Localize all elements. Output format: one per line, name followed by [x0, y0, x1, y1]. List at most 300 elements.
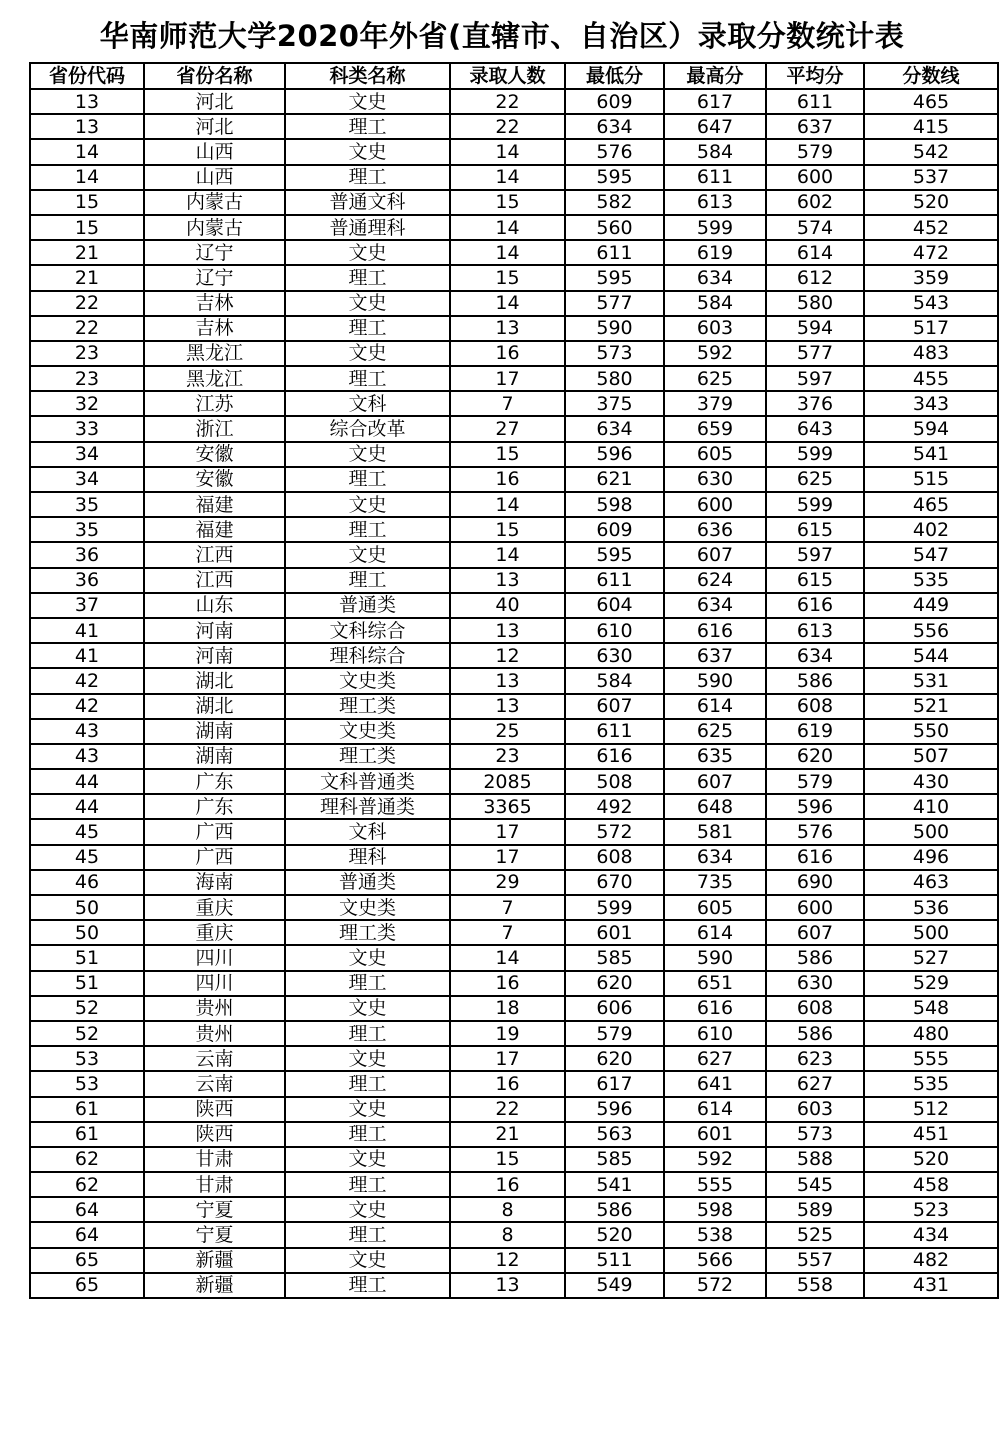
cutoff-line-cell: 547 — [864, 542, 998, 567]
cutoff-line-cell: 512 — [864, 1097, 998, 1122]
table-row — [30, 89, 998, 114]
province-name-cell: 新疆 — [144, 1273, 285, 1298]
category-name-cell: 理工 — [285, 165, 450, 190]
province-name-cell: 江苏 — [144, 391, 285, 416]
admitted-count-cell: 17 — [450, 366, 565, 391]
table-row — [30, 593, 998, 618]
province-code-cell: 46 — [30, 870, 144, 895]
min-score-cell: 595 — [565, 542, 664, 567]
min-score-cell: 608 — [565, 845, 664, 870]
avg-score-cell: 608 — [766, 694, 864, 719]
table-row — [30, 291, 998, 316]
province-name-cell: 吉林 — [144, 316, 285, 341]
province-name-cell: 福建 — [144, 492, 285, 517]
table-row — [30, 744, 998, 769]
province-code-cell: 32 — [30, 391, 144, 416]
avg-score-cell: 586 — [766, 1021, 864, 1046]
table-row — [30, 467, 998, 492]
table-header-row — [30, 63, 998, 89]
min-score-cell: 621 — [565, 467, 664, 492]
table-row — [30, 517, 998, 542]
max-score-cell: 538 — [664, 1222, 766, 1247]
min-score-cell: 670 — [565, 870, 664, 895]
cutoff-line-cell: 483 — [864, 341, 998, 366]
avg-score-cell: 614 — [766, 240, 864, 265]
category-name-cell: 普通文科 — [285, 190, 450, 215]
admitted-count-cell: 13 — [450, 316, 565, 341]
province-code-cell: 44 — [30, 794, 144, 819]
avg-score-cell: 602 — [766, 190, 864, 215]
category-name-cell: 文科 — [285, 819, 450, 844]
province-name-cell: 安徽 — [144, 442, 285, 467]
province-code-cell: 15 — [30, 215, 144, 240]
province-name-cell: 四川 — [144, 971, 285, 996]
max-score-cell: 625 — [664, 366, 766, 391]
province-code-cell: 45 — [30, 845, 144, 870]
cutoff-line-cell: 451 — [864, 1122, 998, 1147]
category-name-cell: 文史 — [285, 945, 450, 970]
province-name-cell: 四川 — [144, 945, 285, 970]
category-name-cell: 理工 — [285, 1172, 450, 1197]
max-score-cell: 599 — [664, 215, 766, 240]
avg-score-cell: 608 — [766, 996, 864, 1021]
cutoff-line-cell: 496 — [864, 845, 998, 870]
table-row — [30, 945, 998, 970]
province-name-cell: 内蒙古 — [144, 190, 285, 215]
avg-score-cell: 579 — [766, 139, 864, 164]
category-name-cell: 文史类 — [285, 895, 450, 920]
cutoff-line-cell: 548 — [864, 996, 998, 1021]
category-name-cell: 文史 — [285, 492, 450, 517]
document-title: 华南师范大学2020年外省(直辖市、自治区）录取分数统计表 — [99, 19, 905, 53]
min-score-cell: 599 — [565, 895, 664, 920]
max-score-cell: 607 — [664, 769, 766, 794]
min-score-cell: 590 — [565, 316, 664, 341]
cutoff-line-cell: 431 — [864, 1273, 998, 1298]
table-row — [30, 1046, 998, 1071]
category-name-cell: 理工 — [285, 1071, 450, 1096]
max-score-cell: 598 — [664, 1197, 766, 1222]
province-name-cell: 湖北 — [144, 694, 285, 719]
table-row — [30, 442, 998, 467]
category-name-cell: 文史 — [285, 1197, 450, 1222]
min-score-cell: 586 — [565, 1197, 664, 1222]
province-code-cell: 62 — [30, 1147, 144, 1172]
admitted-count-cell: 14 — [450, 291, 565, 316]
cutoff-line-cell: 452 — [864, 215, 998, 240]
province-code-cell: 51 — [30, 945, 144, 970]
admitted-count-cell: 16 — [450, 1172, 565, 1197]
table-row — [30, 1197, 998, 1222]
max-score-cell: 581 — [664, 819, 766, 844]
avg-score-cell: 579 — [766, 769, 864, 794]
table-row — [30, 618, 998, 643]
avg-score-cell: 612 — [766, 265, 864, 290]
category-name-cell: 理科普通类 — [285, 794, 450, 819]
category-name-cell: 理工类 — [285, 694, 450, 719]
cutoff-line-cell: 402 — [864, 517, 998, 542]
cutoff-line-cell: 343 — [864, 391, 998, 416]
avg-score-cell: 599 — [766, 442, 864, 467]
category-name-cell: 理工 — [285, 971, 450, 996]
min-score-cell: 508 — [565, 769, 664, 794]
province-code-cell: 21 — [30, 265, 144, 290]
category-name-cell: 文史 — [285, 89, 450, 114]
province-name-cell: 河南 — [144, 618, 285, 643]
avg-score-cell: 616 — [766, 845, 864, 870]
province-name-cell: 河北 — [144, 114, 285, 139]
province-code-cell: 41 — [30, 643, 144, 668]
admitted-count-cell: 14 — [450, 945, 565, 970]
avg-score-cell: 588 — [766, 1147, 864, 1172]
max-score-cell: 635 — [664, 744, 766, 769]
admitted-count-cell: 16 — [450, 467, 565, 492]
avg-score-cell: 599 — [766, 492, 864, 517]
province-name-cell: 云南 — [144, 1046, 285, 1071]
avg-score-cell: 577 — [766, 341, 864, 366]
cutoff-line-cell: 527 — [864, 945, 998, 970]
province-code-cell: 65 — [30, 1273, 144, 1298]
avg-score-cell: 597 — [766, 542, 864, 567]
province-name-cell: 海南 — [144, 870, 285, 895]
admitted-count-cell: 14 — [450, 215, 565, 240]
category-name-cell: 理工 — [285, 1273, 450, 1298]
table-row — [30, 694, 998, 719]
province-name-cell: 黑龙江 — [144, 366, 285, 391]
header-admitted-count: 录取人数 — [450, 63, 565, 89]
avg-score-cell: 630 — [766, 971, 864, 996]
cutoff-line-cell: 458 — [864, 1172, 998, 1197]
avg-score-cell: 594 — [766, 316, 864, 341]
table-row — [30, 542, 998, 567]
province-name-cell: 福建 — [144, 517, 285, 542]
table-row — [30, 996, 998, 1021]
province-code-cell: 45 — [30, 819, 144, 844]
province-code-cell: 13 — [30, 114, 144, 139]
province-code-cell: 35 — [30, 492, 144, 517]
cutoff-line-cell: 523 — [864, 1197, 998, 1222]
province-code-cell: 50 — [30, 920, 144, 945]
max-score-cell: 659 — [664, 416, 766, 441]
category-name-cell: 综合改革 — [285, 416, 450, 441]
avg-score-cell: 576 — [766, 819, 864, 844]
cutoff-line-cell: 465 — [864, 89, 998, 114]
admitted-count-cell: 13 — [450, 1273, 565, 1298]
min-score-cell: 492 — [565, 794, 664, 819]
min-score-cell: 620 — [565, 971, 664, 996]
max-score-cell: 584 — [664, 291, 766, 316]
category-name-cell: 理工 — [285, 1222, 450, 1247]
province-code-cell: 43 — [30, 744, 144, 769]
table-row — [30, 1021, 998, 1046]
avg-score-cell: 615 — [766, 568, 864, 593]
table-row — [30, 265, 998, 290]
cutoff-line-cell: 550 — [864, 719, 998, 744]
province-name-cell: 山西 — [144, 139, 285, 164]
max-score-cell: 735 — [664, 870, 766, 895]
province-name-cell: 重庆 — [144, 895, 285, 920]
max-score-cell: 590 — [664, 668, 766, 693]
province-name-cell: 河北 — [144, 89, 285, 114]
cutoff-line-cell: 544 — [864, 643, 998, 668]
province-name-cell: 湖北 — [144, 668, 285, 693]
cutoff-line-cell: 455 — [864, 366, 998, 391]
max-score-cell: 600 — [664, 492, 766, 517]
admitted-count-cell: 15 — [450, 442, 565, 467]
table-row — [30, 341, 998, 366]
min-score-cell: 634 — [565, 114, 664, 139]
province-code-cell: 53 — [30, 1071, 144, 1096]
category-name-cell: 理工 — [285, 114, 450, 139]
cutoff-line-cell: 415 — [864, 114, 998, 139]
max-score-cell: 572 — [664, 1273, 766, 1298]
max-score-cell: 651 — [664, 971, 766, 996]
admitted-count-cell: 16 — [450, 341, 565, 366]
admitted-count-cell: 27 — [450, 416, 565, 441]
cutoff-line-cell: 521 — [864, 694, 998, 719]
avg-score-cell: 690 — [766, 870, 864, 895]
avg-score-cell: 613 — [766, 618, 864, 643]
category-name-cell: 文史 — [285, 542, 450, 567]
table-row — [30, 794, 998, 819]
header-avg-score: 平均分 — [766, 63, 864, 89]
min-score-cell: 560 — [565, 215, 664, 240]
max-score-cell: 627 — [664, 1046, 766, 1071]
table-row — [30, 971, 998, 996]
cutoff-line-cell: 500 — [864, 819, 998, 844]
cutoff-line-cell: 536 — [864, 895, 998, 920]
province-code-cell: 14 — [30, 165, 144, 190]
admitted-count-cell: 15 — [450, 265, 565, 290]
header-province-code: 省份代码 — [30, 63, 144, 89]
max-score-cell: 613 — [664, 190, 766, 215]
province-name-cell: 宁夏 — [144, 1222, 285, 1247]
province-name-cell: 江西 — [144, 568, 285, 593]
min-score-cell: 611 — [565, 719, 664, 744]
max-score-cell: 607 — [664, 542, 766, 567]
table-row — [30, 1172, 998, 1197]
table-row — [30, 895, 998, 920]
category-name-cell: 理工 — [285, 265, 450, 290]
min-score-cell: 606 — [565, 996, 664, 1021]
min-score-cell: 601 — [565, 920, 664, 945]
province-code-cell: 61 — [30, 1097, 144, 1122]
table-row — [30, 870, 998, 895]
province-code-cell: 41 — [30, 618, 144, 643]
table-row — [30, 316, 998, 341]
max-score-cell: 555 — [664, 1172, 766, 1197]
max-score-cell: 624 — [664, 568, 766, 593]
min-score-cell: 595 — [565, 265, 664, 290]
table-body — [30, 89, 998, 1298]
table-row — [30, 165, 998, 190]
max-score-cell: 605 — [664, 895, 766, 920]
admitted-count-cell: 21 — [450, 1122, 565, 1147]
avg-score-cell: 603 — [766, 1097, 864, 1122]
table-row — [30, 668, 998, 693]
category-name-cell: 理工类 — [285, 744, 450, 769]
max-score-cell: 614 — [664, 1097, 766, 1122]
province-code-cell: 65 — [30, 1248, 144, 1273]
table-row — [30, 1071, 998, 1096]
table-row — [30, 643, 998, 668]
table-row — [30, 1222, 998, 1247]
table-row — [30, 190, 998, 215]
admitted-count-cell: 3365 — [450, 794, 565, 819]
province-code-cell: 64 — [30, 1197, 144, 1222]
admitted-count-cell: 14 — [450, 165, 565, 190]
table-row — [30, 845, 998, 870]
cutoff-line-cell: 542 — [864, 139, 998, 164]
category-name-cell: 文史 — [285, 442, 450, 467]
cutoff-line-cell: 482 — [864, 1248, 998, 1273]
category-name-cell: 理科 — [285, 845, 450, 870]
province-name-cell: 陕西 — [144, 1122, 285, 1147]
admitted-count-cell: 15 — [450, 517, 565, 542]
province-code-cell: 34 — [30, 442, 144, 467]
avg-score-cell: 615 — [766, 517, 864, 542]
avg-score-cell: 600 — [766, 895, 864, 920]
province-code-cell: 23 — [30, 341, 144, 366]
category-name-cell: 文史类 — [285, 668, 450, 693]
province-name-cell: 重庆 — [144, 920, 285, 945]
province-code-cell: 53 — [30, 1046, 144, 1071]
min-score-cell: 610 — [565, 618, 664, 643]
table-row — [30, 1122, 998, 1147]
province-code-cell: 22 — [30, 316, 144, 341]
admitted-count-cell: 25 — [450, 719, 565, 744]
max-score-cell: 610 — [664, 1021, 766, 1046]
avg-score-cell: 586 — [766, 668, 864, 693]
admitted-count-cell: 22 — [450, 1097, 565, 1122]
max-score-cell: 625 — [664, 719, 766, 744]
province-name-cell: 甘肃 — [144, 1172, 285, 1197]
category-name-cell: 文科普通类 — [285, 769, 450, 794]
min-score-cell: 630 — [565, 643, 664, 668]
max-score-cell: 603 — [664, 316, 766, 341]
avg-score-cell: 643 — [766, 416, 864, 441]
province-code-cell: 23 — [30, 366, 144, 391]
category-name-cell: 文史 — [285, 240, 450, 265]
avg-score-cell: 634 — [766, 643, 864, 668]
header-max-score: 最高分 — [664, 63, 766, 89]
avg-score-cell: 557 — [766, 1248, 864, 1273]
avg-score-cell: 625 — [766, 467, 864, 492]
avg-score-cell: 573 — [766, 1122, 864, 1147]
avg-score-cell: 586 — [766, 945, 864, 970]
min-score-cell: 616 — [565, 744, 664, 769]
admitted-count-cell: 16 — [450, 971, 565, 996]
max-score-cell: 614 — [664, 920, 766, 945]
admitted-count-cell: 29 — [450, 870, 565, 895]
table-row — [30, 568, 998, 593]
province-name-cell: 新疆 — [144, 1248, 285, 1273]
max-score-cell: 641 — [664, 1071, 766, 1096]
admitted-count-cell: 14 — [450, 492, 565, 517]
cutoff-line-cell: 537 — [864, 165, 998, 190]
max-score-cell: 617 — [664, 89, 766, 114]
category-name-cell: 文史类 — [285, 719, 450, 744]
avg-score-cell: 619 — [766, 719, 864, 744]
province-code-cell: 33 — [30, 416, 144, 441]
min-score-cell: 511 — [565, 1248, 664, 1273]
province-code-cell: 62 — [30, 1172, 144, 1197]
admitted-count-cell: 13 — [450, 694, 565, 719]
category-name-cell: 理工 — [285, 1122, 450, 1147]
province-code-cell: 22 — [30, 291, 144, 316]
admitted-count-cell: 12 — [450, 643, 565, 668]
table-row — [30, 1147, 998, 1172]
max-score-cell: 379 — [664, 391, 766, 416]
province-code-cell: 35 — [30, 517, 144, 542]
avg-score-cell: 611 — [766, 89, 864, 114]
min-score-cell: 604 — [565, 593, 664, 618]
table-row — [30, 769, 998, 794]
category-name-cell: 文史 — [285, 996, 450, 1021]
province-name-cell: 辽宁 — [144, 265, 285, 290]
admitted-count-cell: 13 — [450, 668, 565, 693]
avg-score-cell: 600 — [766, 165, 864, 190]
min-score-cell: 585 — [565, 945, 664, 970]
avg-score-cell: 616 — [766, 593, 864, 618]
province-name-cell: 山西 — [144, 165, 285, 190]
category-name-cell: 文史 — [285, 1046, 450, 1071]
category-name-cell: 理工 — [285, 467, 450, 492]
category-name-cell: 文科综合 — [285, 618, 450, 643]
min-score-cell: 585 — [565, 1147, 664, 1172]
province-name-cell: 云南 — [144, 1071, 285, 1096]
province-code-cell: 52 — [30, 1021, 144, 1046]
header-province-name: 省份名称 — [144, 63, 285, 89]
cutoff-line-cell: 463 — [864, 870, 998, 895]
province-name-cell: 贵州 — [144, 1021, 285, 1046]
min-score-cell: 598 — [565, 492, 664, 517]
min-score-cell: 582 — [565, 190, 664, 215]
province-name-cell: 广西 — [144, 819, 285, 844]
min-score-cell: 634 — [565, 416, 664, 441]
province-name-cell: 安徽 — [144, 467, 285, 492]
cutoff-line-cell: 465 — [864, 492, 998, 517]
province-code-cell: 15 — [30, 190, 144, 215]
max-score-cell: 614 — [664, 694, 766, 719]
province-code-cell: 42 — [30, 694, 144, 719]
min-score-cell: 580 — [565, 366, 664, 391]
cutoff-line-cell: 543 — [864, 291, 998, 316]
admitted-count-cell: 22 — [450, 114, 565, 139]
cutoff-line-cell: 541 — [864, 442, 998, 467]
province-code-cell: 21 — [30, 240, 144, 265]
min-score-cell: 572 — [565, 819, 664, 844]
admitted-count-cell: 23 — [450, 744, 565, 769]
min-score-cell: 520 — [565, 1222, 664, 1247]
table-row — [30, 719, 998, 744]
province-code-cell: 37 — [30, 593, 144, 618]
cutoff-line-cell: 430 — [864, 769, 998, 794]
avg-score-cell: 589 — [766, 1197, 864, 1222]
header-min-score: 最低分 — [565, 63, 664, 89]
province-code-cell: 36 — [30, 568, 144, 593]
admission-score-table — [29, 62, 999, 1299]
province-name-cell: 陕西 — [144, 1097, 285, 1122]
table-row — [30, 366, 998, 391]
max-score-cell: 601 — [664, 1122, 766, 1147]
max-score-cell: 584 — [664, 139, 766, 164]
cutoff-line-cell: 520 — [864, 190, 998, 215]
province-name-cell: 江西 — [144, 542, 285, 567]
category-name-cell: 文史 — [285, 291, 450, 316]
province-code-cell: 34 — [30, 467, 144, 492]
admitted-count-cell: 18 — [450, 996, 565, 1021]
